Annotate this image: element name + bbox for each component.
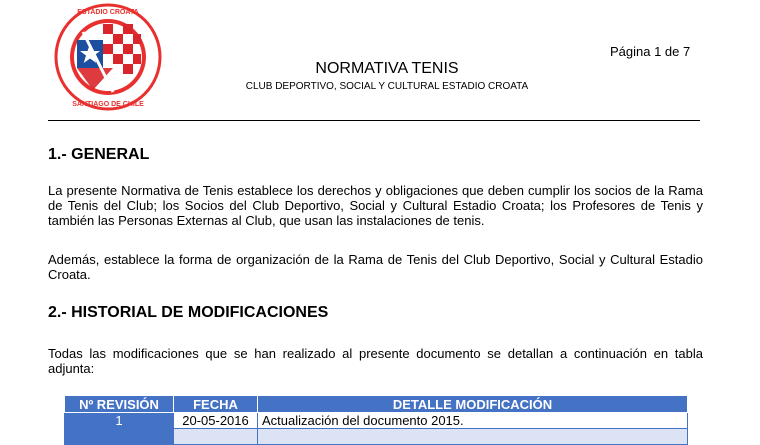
svg-text:ESTADIO CROATA: ESTADIO CROATA: [77, 9, 139, 16]
svg-text:SANTIAGO DE CHILE: SANTIAGO DE CHILE: [72, 101, 144, 108]
document-subtitle: CLUB DEPORTIVO, SOCIAL Y CULTURAL ESTADIO CROATA: [245, 81, 529, 92]
general-paragraph-2: Además, establece la forma de organización de la Rama de Tenis del Club Deportivo, Social y Cultural Estadio Croata.: [48, 252, 703, 282]
section-heading-general: 1.- GENERAL: [48, 146, 150, 163]
header-divider: [48, 120, 700, 121]
section-heading-history: 2.- HISTORIAL DE MODIFICACIONES: [48, 304, 329, 321]
table-row: [65, 413, 688, 429]
table-header-row: [65, 396, 688, 413]
revision-number: 1: [65, 413, 174, 429]
table-row: [65, 429, 688, 445]
column-header-revision: Nº REVISIÓN: [65, 396, 174, 413]
column-header-detail: DETALLE MODIFICACIÓN: [258, 396, 688, 413]
column-header-date: FECHA: [174, 396, 258, 413]
club-logo: [53, 2, 163, 112]
history-paragraph: Todas las modificaciones que se han realizado al presente documento se detallan a continuación en tabla adjunta:: [48, 346, 703, 376]
revision-detail: Actualización del documento 2015.: [258, 413, 688, 429]
document-title: NORMATIVA TENIS: [315, 60, 459, 77]
revision-table: [64, 395, 688, 445]
revision-date: 20-05-2016: [174, 413, 258, 429]
general-paragraph-1: La presente Normativa de Tenis establece los derechos y obligaciones que deben cumplir los socios de la Rama de Tenis del Club; los Socios del Club Deportivo, Social y Cultural Estadio Croata; los Profesores de Tenis y también las Personas Externas al Club, que usan las instalaciones de tenis.: [48, 183, 703, 228]
page-number: Página 1 de 7: [610, 44, 691, 59]
